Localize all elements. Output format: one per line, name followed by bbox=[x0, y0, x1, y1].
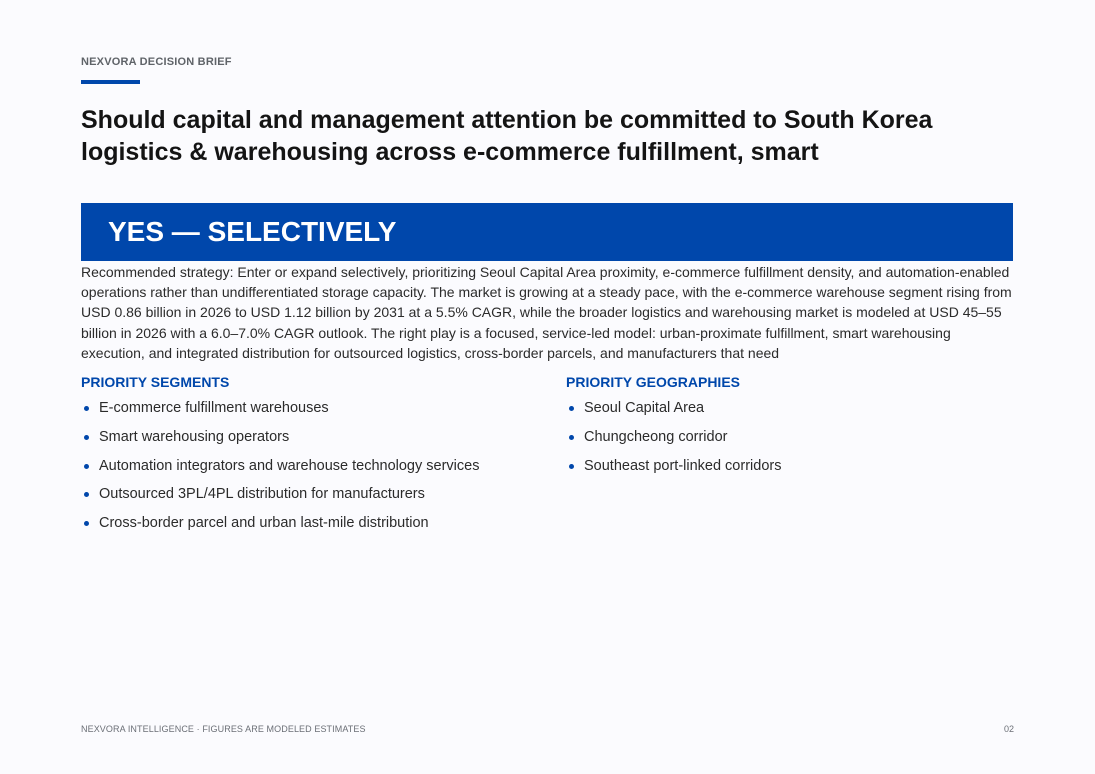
bullet-dot-icon bbox=[84, 464, 89, 469]
list-item bbox=[81, 486, 551, 503]
page-title: Should capital and management attention be committed to South Korea logistics & warehousing across e-commerce fulfillment, smart bbox=[81, 106, 933, 166]
list-item bbox=[566, 400, 1006, 417]
segment-label: E-commerce fulfillment warehouses bbox=[99, 400, 329, 416]
accent-rule bbox=[81, 80, 140, 84]
priority-geographies-heading: PRIORITY GEOGRAPHIES bbox=[566, 374, 740, 390]
strategy-paragraph: Recommended strategy: Enter or expand selectively, prioritizing Seoul Capital Area proximity, e-commerce fulfillment density, and automation-enabled operations rather than undifferentiated storage capacity. The market is growing at a steady pace, with the e-commerce warehouse segment rising from USD 0.86 billion in 2026 to USD 1.12 billion by 2031 at a 5.5% CAGR, while the broader logistics and warehousing market is modeled at USD 45–55 billion in 2026 with a 6.0–7.0% CAGR outlook. The right play is a focused, service-led model: urban-proximate fulfillment, smart warehousing execution, and integrated distribution for outsourced logistics, cross-border parcels, and manufacturers that need bbox=[81, 264, 1012, 361]
segment-label: Cross-border parcel and urban last-mile distribution bbox=[99, 515, 429, 532]
priority-segments-heading: PRIORITY SEGMENTS bbox=[81, 374, 230, 390]
footer-source-note: NEXVORA INTELLIGENCE · FIGURES ARE MODELED ESTIMATES bbox=[81, 724, 366, 734]
bullet-dot-icon bbox=[84, 521, 89, 526]
bullet-dot-icon bbox=[84, 406, 89, 411]
priority-geographies-list bbox=[566, 400, 1006, 475]
verdict-banner bbox=[81, 203, 1013, 261]
list-item bbox=[81, 458, 551, 475]
list-item bbox=[81, 515, 551, 532]
page-number: 02 bbox=[1003, 724, 1014, 734]
segment-label: Outsourced 3PL/4PL distribution for manufacturers bbox=[99, 486, 425, 503]
brief-eyebrow: NEXVORA DECISION BRIEF bbox=[81, 56, 232, 68]
bullet-dot-icon bbox=[569, 406, 574, 411]
geography-label: Chungcheong corridor bbox=[584, 428, 728, 445]
bullet-dot-icon bbox=[84, 435, 89, 440]
geography-label: Southeast port-linked corridors bbox=[584, 457, 782, 474]
list-item bbox=[81, 400, 551, 417]
list-item bbox=[81, 429, 551, 446]
segment-label: Automation integrators and warehouse technology services bbox=[99, 457, 480, 474]
list-item bbox=[566, 429, 1006, 446]
bullet-dot-icon bbox=[84, 492, 89, 497]
segment-label: Smart warehousing operators bbox=[99, 428, 290, 445]
bullet-dot-icon bbox=[569, 435, 574, 440]
geography-label: Seoul Capital Area bbox=[584, 400, 705, 416]
priority-segments-list bbox=[81, 400, 551, 532]
priority-segments-section bbox=[81, 372, 551, 544]
list-item bbox=[566, 458, 1006, 475]
verdict-label: YES — SELECTIVELY bbox=[108, 216, 397, 247]
bullet-dot-icon bbox=[569, 464, 574, 469]
priority-geographies-section bbox=[566, 372, 1006, 486]
